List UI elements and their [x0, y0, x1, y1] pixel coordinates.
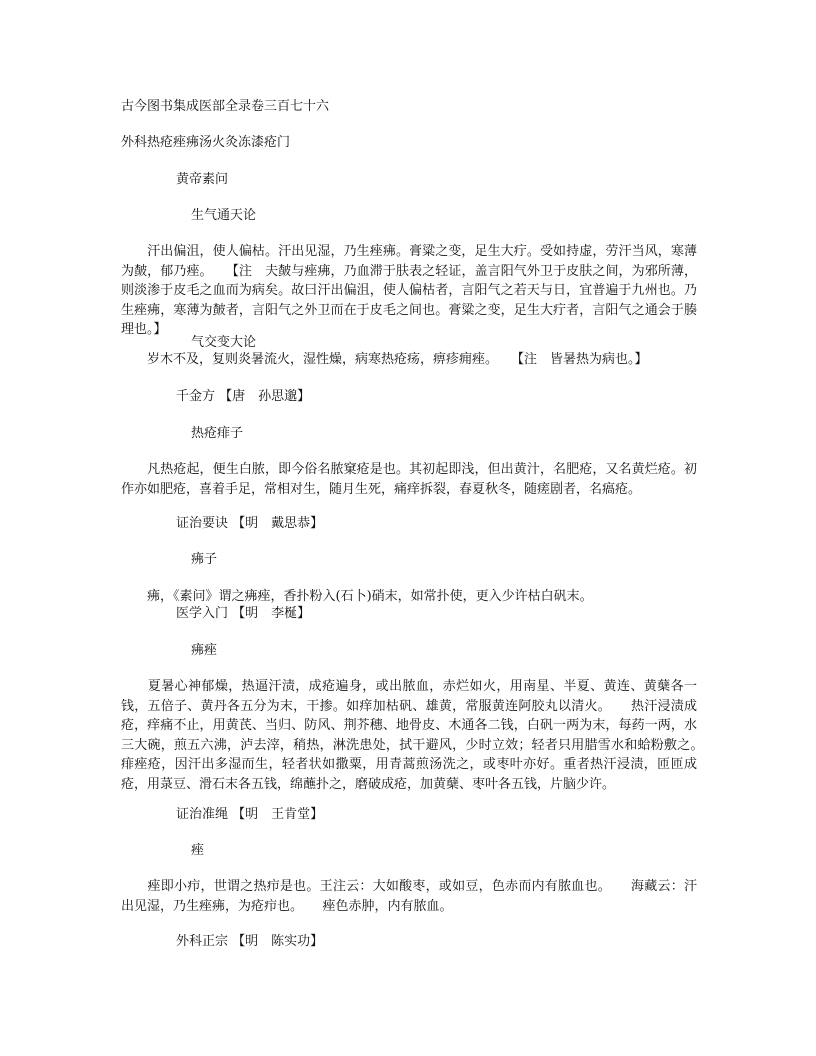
paragraph: 汗出偏沮，使人偏枯。汗出见湿，乃生痤疿。膏粱之变，足生大疔。受如持虚，劳汗当风，寒薄为皶，郁乃痤。 【注 夫皶与痤疿，乃血滞于肤表之轻证，盖言阳气外卫于皮肤之间，为邪所薄，则淡渗于皮毛之血而为病矣。故曰汗出偏沮，使人偏枯者，言阳气之若天与日，宜普遍于九州也。乃生痤疿，寒薄为皶者，言阳气之外卫而在于皮毛之间也。膏粱之变，足生大疔者，言阳气之通会于腠理也。】 [121, 244, 697, 337]
paragraph: 凡热疮起，便生白脓，即今俗名脓窠疮是也。其初起即浅，但出黄汁，名肥疮，又名黄烂疮。初作亦如肥疮，喜着手足，常相对生，随月生死，痛痒拆裂，春夏秋冬，随瘥剧者，名瘑疮。 [121, 462, 697, 497]
source-heading: 医学入门 【明 李梴】 [176, 606, 311, 621]
source-heading: 证治准绳 【明 王肯堂】 [176, 807, 324, 822]
source-heading: 证治要诀 【明 戴思恭】 [176, 516, 324, 531]
source-heading: 黄帝素问 [176, 172, 229, 187]
paragraph: 夏暑心神郁燥，热逼汗渍，成疮遍身，或出脓血，赤烂如火，用南星、半夏、黄连、黄蘖各一钱，五倍子、黄丹各五分为末，干掺。如痒加枯矾、雄黄，常服黄连阿胶丸以清火。 热汗浸渍成疮，痒痛不止，用黄芪、当归、防风、荆芥穗、地骨皮、木通各二钱，白矾一两为末，每药一两，水三大碗，煎五六沸，泸去滓，稍热，淋洗患处，拭干避风，少时立效；轻者只用腊雪水和蛤粉敷之。 痱痤疮，因汗出多湿而生，轻者状如撒粟，用青蒿煎汤洗之，或枣叶亦好。重者热汗浸渍，匝匝成疮，用菉豆、滑石末各五钱，绵蘸扑之，磨破成疮，加黄蘖、枣叶各五钱，片脑少许。 [121, 679, 724, 792]
section-title: 外科热疮痤疿汤火灸冻漆疮门 [121, 135, 291, 150]
subsection-heading: 痤 [191, 843, 205, 858]
book-title: 古今图书集成医部全录卷三百七十六 [121, 99, 330, 114]
subsection-heading: 生气通天论 [191, 208, 257, 223]
subsection-heading: 气交变大论 [191, 335, 257, 350]
subsection-heading: 热疮痱子 [191, 426, 244, 441]
source-heading: 外科正宗 【明 陈实功】 [176, 934, 324, 949]
source-heading: 千金方 【唐 孙思邈】 [176, 389, 311, 404]
paragraph: 痤即小疖，世谓之热疖是也。王注云：大如酸枣，或如豆，色赤而内有脓血也。 海藏云：汗出见湿，乃生痤疿，为疮疖也。 痤色赤肿，内有脓血。 [121, 879, 697, 914]
subsection-heading: 疿子 [191, 552, 218, 567]
paragraph: 岁木不及，复则炎暑流火，湿性燥，病寒热疮疡，痹疹痈痤。 【注 皆暑热为病也。】 [121, 352, 648, 367]
paragraph: 疿，《素问》谓之疿痤，香扑粉入(石卜)硝末，如常扑使，更入少许枯白矾末。 [121, 589, 593, 604]
subsection-heading: 疿痤 [191, 643, 218, 658]
